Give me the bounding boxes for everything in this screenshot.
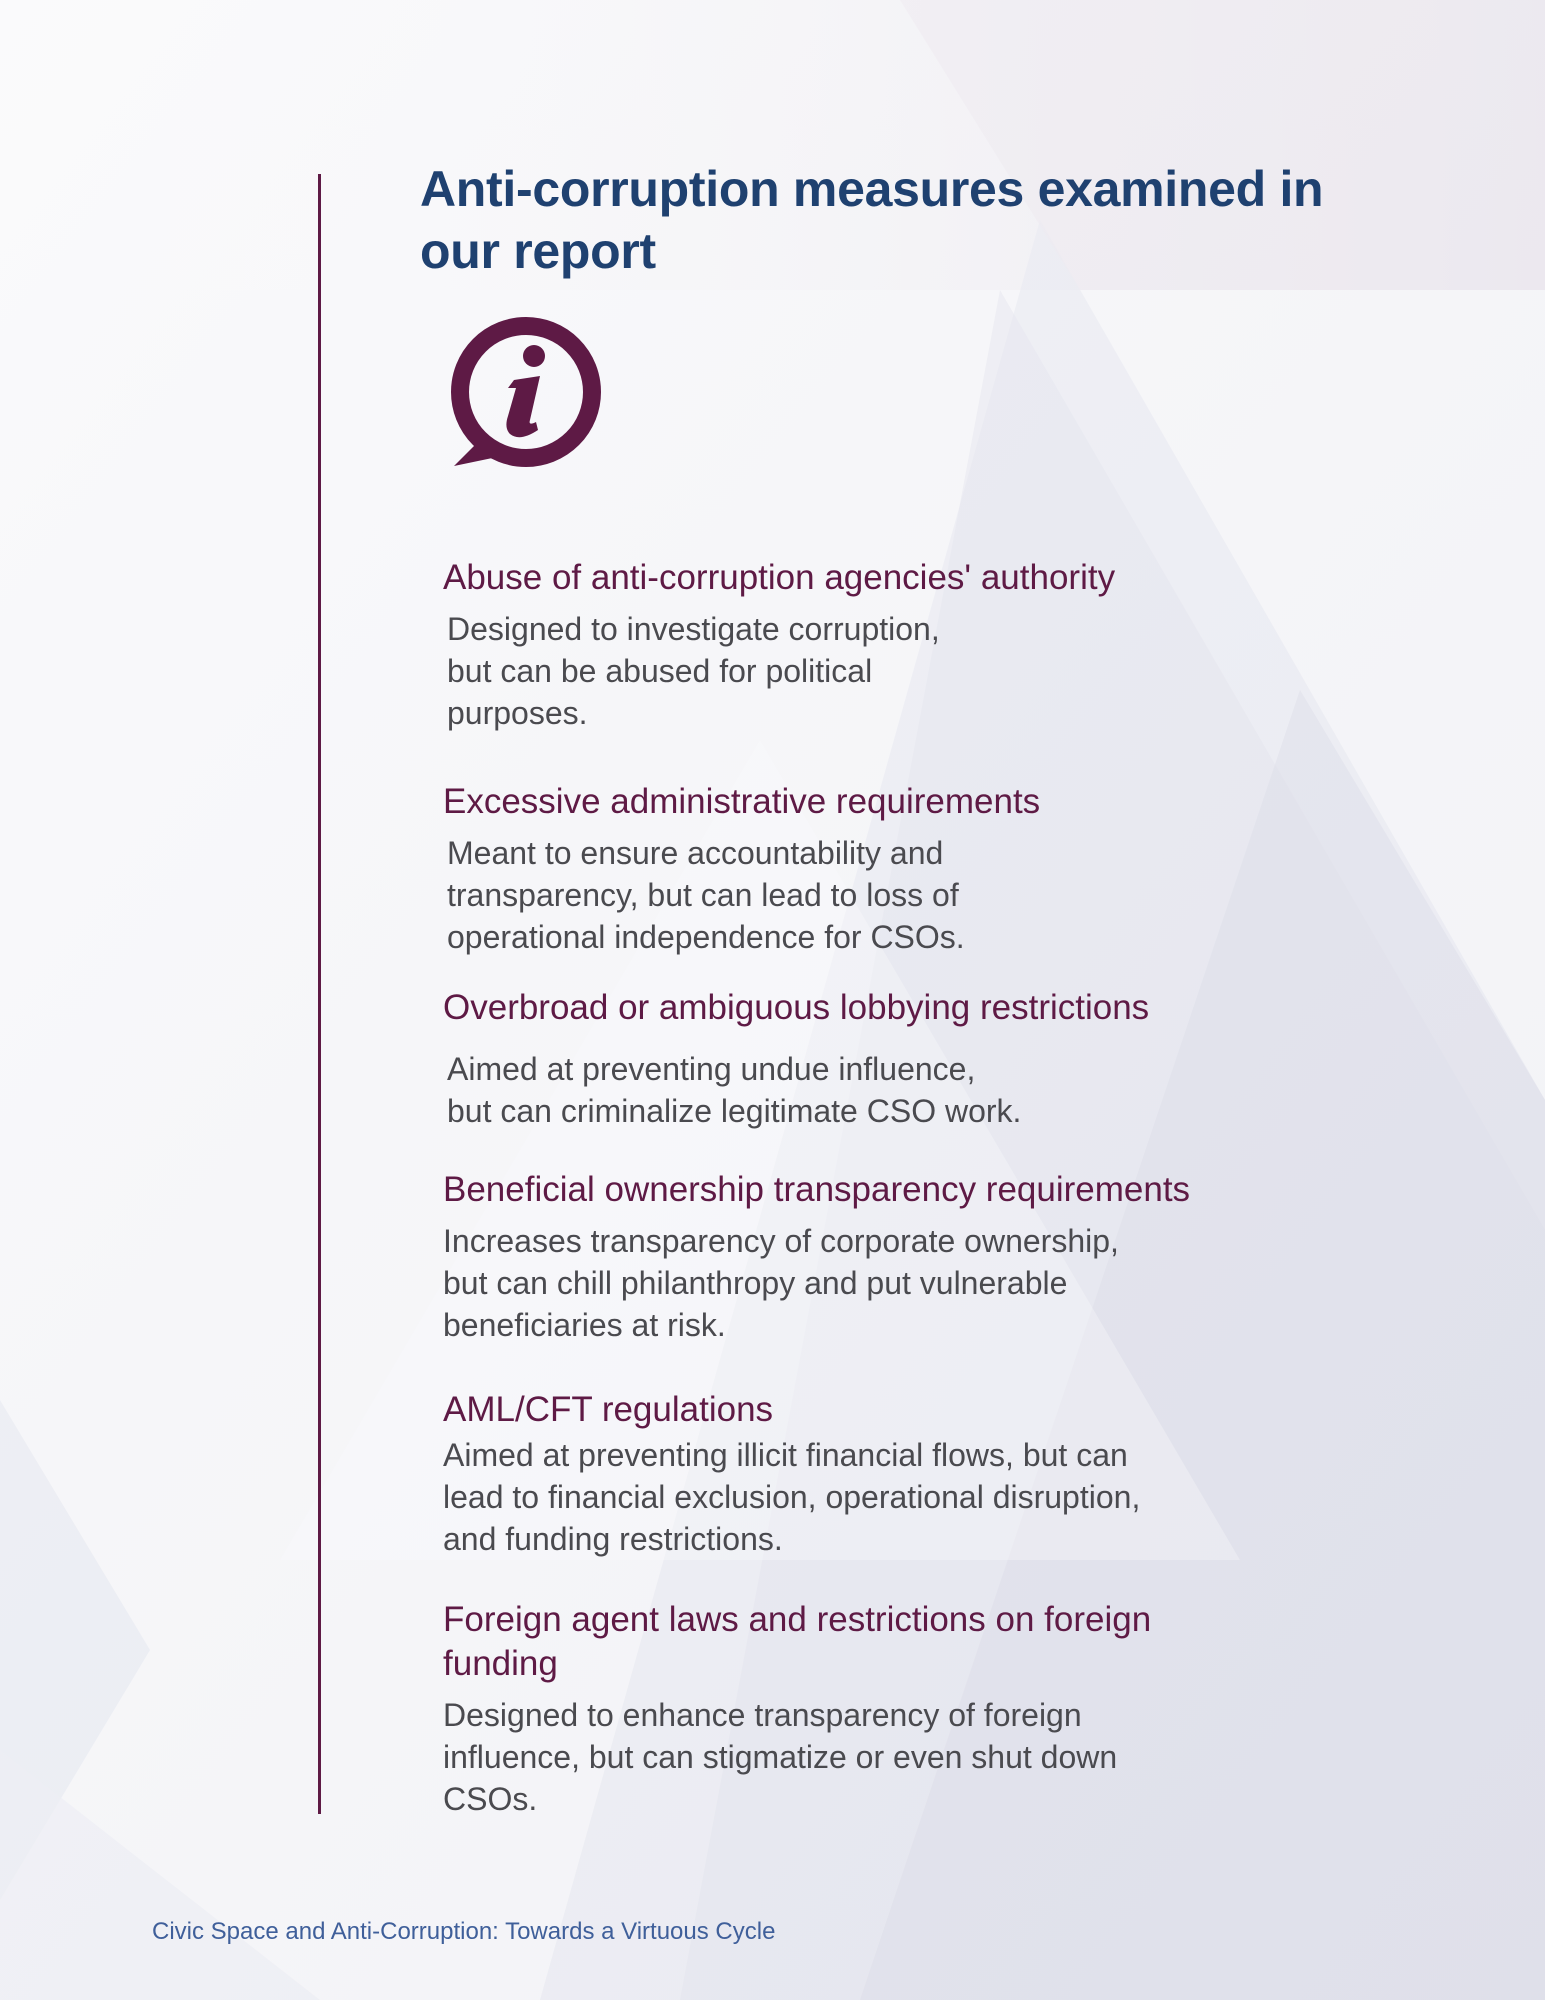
measure-description xyxy=(447,1048,1363,1132)
description-line: Designed to enhance transparency of foreign xyxy=(443,1697,1082,1733)
footer-text: Civic Space and Anti-Corruption: Towards a Virtuous Cycle xyxy=(152,1918,776,1945)
measure-description xyxy=(447,608,1363,734)
description-line: Aimed at preventing illicit financial flows, but can xyxy=(443,1437,1128,1473)
description-line: CSOs. xyxy=(443,1781,538,1817)
measure-item xyxy=(443,1388,1363,1560)
description-line: but can chill philanthropy and put vulnerable xyxy=(443,1265,1068,1301)
measure-item xyxy=(443,556,1363,734)
measure-item xyxy=(443,986,1363,1132)
measure-description xyxy=(443,1434,1363,1560)
description-line: beneficiaries at risk. xyxy=(443,1307,726,1343)
description-line: Aimed at preventing undue influence, xyxy=(447,1051,976,1087)
measure-heading: Foreign agent laws and restrictions on foreign funding xyxy=(443,1600,1152,1683)
info-speech-bubble-icon xyxy=(440,312,608,480)
description-line: transparency, but can lead to loss of xyxy=(447,877,959,913)
description-line: Designed to investigate corruption, xyxy=(447,611,940,647)
accent-vertical-line xyxy=(318,174,321,1814)
description-line: influence, but can stigmatize or even shut down xyxy=(443,1739,1118,1775)
description-line: Meant to ensure accountability and xyxy=(447,835,944,871)
measure-description xyxy=(447,832,1363,958)
description-line: purposes. xyxy=(447,695,588,731)
measure-item xyxy=(443,780,1363,958)
description-line: and funding restrictions. xyxy=(443,1521,783,1557)
measure-item xyxy=(443,1168,1363,1346)
measure-item xyxy=(443,1598,1263,1820)
measure-description xyxy=(443,1694,1263,1820)
description-line: but can be abused for political xyxy=(447,653,873,689)
page-title: Anti-corruption measures examined in our report xyxy=(420,161,1324,279)
description-line: operational independence for CSOs. xyxy=(447,919,965,955)
description-line: Increases transparency of corporate ownership, xyxy=(443,1223,1119,1259)
measure-description xyxy=(443,1220,1363,1346)
measure-heading: Beneficial ownership transparency requirements xyxy=(443,1170,1191,1209)
measure-heading: Overbroad or ambiguous lobbying restrictions xyxy=(443,988,1150,1027)
description-line: lead to financial exclusion, operational disruption, xyxy=(443,1479,1141,1515)
measure-heading: AML/CFT regulations xyxy=(443,1390,774,1429)
measure-heading: Abuse of anti-corruption agencies' authority xyxy=(443,558,1116,597)
measure-heading: Excessive administrative requirements xyxy=(443,782,1041,821)
description-line: but can criminalize legitimate CSO work. xyxy=(447,1093,1022,1129)
